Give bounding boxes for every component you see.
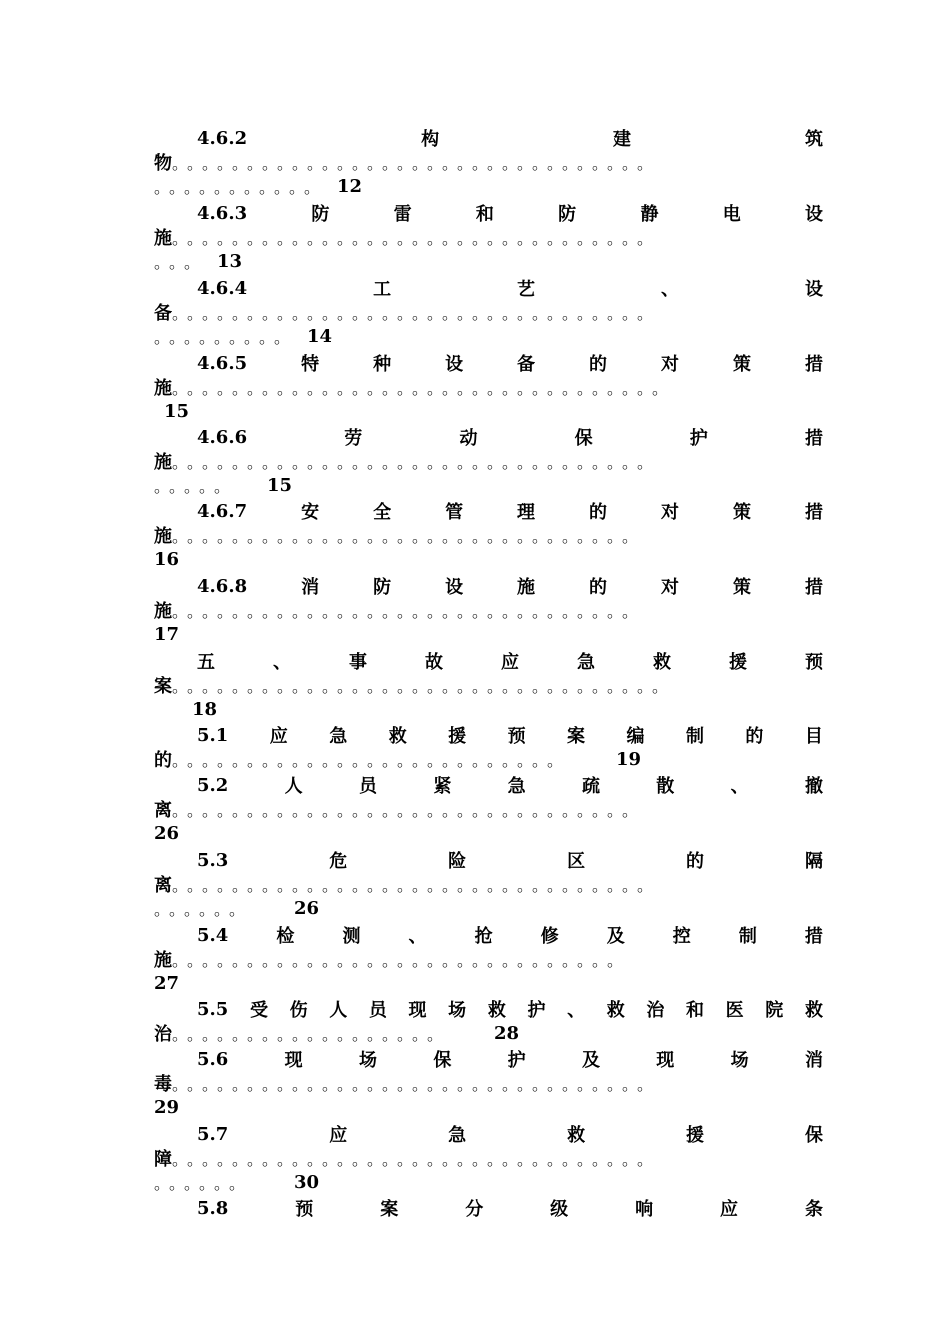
toc-line-heading: 5.8 预 案 分 级 响 应 条 — [197, 1197, 823, 1220]
section-number: 4.6.6 — [197, 426, 248, 448]
dot-leader: 。。。。。。。。。。。。。。。。。。。。。。。。。。。。。。。 — [172, 601, 646, 621]
dot-leader: 。。。。。 — [154, 476, 238, 496]
dot-leader: 。。。。。。。。。。。。。。。。。。。。。。。。。。。。。。。 — [172, 526, 646, 546]
dot-leader: 。。。。。。。。。 — [154, 327, 298, 347]
toc-line-leader: 施 。。。。。。。。。。。。。。。。。。。。。。。。。。。。。。。。。 — [154, 374, 844, 400]
dot-leader: 。。。。。。。。。。。。。。。。。。。。。。。。。。。。。。。。 — [172, 1149, 661, 1169]
toc-line-leader: 备 。。。。。。。。。。。。。。。。。。。。。。。。。。。。。。。。 — [154, 299, 844, 325]
dot-leader: 。。。。。。。。。。。。。。。。。。。。。。。。。。。。。。。。 — [172, 228, 661, 248]
toc-line-heading: 4.6.6 劳 动 保 护 措 — [197, 426, 823, 449]
toc-line-page — [154, 895, 844, 921]
toc-entry[interactable] — [0, 772, 950, 847]
toc-line-page — [154, 323, 844, 349]
dot-leader: 。。。。。。。。。。。。。。。。。。。。。。。。。。。。。。。。。 — [172, 676, 676, 696]
toc-entry[interactable] — [0, 424, 950, 499]
section-number: 5.2 — [197, 774, 229, 796]
section-number: 4.6.4 — [197, 277, 248, 299]
section-number: 5.6 — [197, 1048, 229, 1070]
toc-line-page — [154, 1169, 844, 1195]
toc-line-heading: 5.6 现 场 保 护 及 现 场 消 — [197, 1048, 823, 1071]
toc-entry[interactable] — [0, 648, 950, 723]
dot-leader: 。。。。。。。。。。。。。。。。。。。。。。。。。。。。。。。。。 — [172, 378, 676, 398]
toc-line-leader: 物 。。。。。。。。。。。。。。。。。。。。。。。。。。。。。。。。 — [154, 149, 844, 175]
page-number: 29 — [154, 1096, 180, 1118]
toc-line-page — [154, 398, 844, 424]
toc-line-heading: 4.6.8 消 防 设 施 的 对 策 措 — [197, 575, 823, 598]
dot-leader: 。。。。。。。。。。。。。。。。。。。。。。。。。。。。。。 — [172, 950, 631, 970]
toc-line-leader: 障 。。。。。。。。。。。。。。。。。。。。。。。。。。。。。。。。 — [154, 1145, 844, 1171]
page-number: 15 — [164, 400, 190, 422]
dot-leader: 。。。。。。。。。。。。。。。。。。。。。。。。。。。。。。。 — [172, 800, 646, 820]
section-number: 4.6.5 — [197, 352, 248, 374]
toc-line-heading: 5.2 人 员 紧 急 疏 散 、 撤 — [197, 774, 823, 797]
page-number: 30 — [294, 1171, 320, 1193]
toc-line-heading: 4.6.4 工 艺 、 设 — [197, 277, 823, 300]
page-number: 28 — [494, 1022, 520, 1044]
toc-line-page — [154, 621, 844, 647]
page-number: 18 — [192, 698, 218, 720]
toc-line-heading: 5.5 受 伤 人 员 现 场 救 护 、 救 治 和 医 院 救 — [197, 998, 823, 1021]
toc-line-heading: 5.3 危 险 区 的 隔 — [197, 849, 823, 872]
dot-leader: 。。。。。。。。。。。。。。。。。。。。。。。。。。。。。。。。 — [172, 1074, 661, 1094]
toc-entry[interactable] — [0, 922, 950, 997]
toc-line-heading: 5.4 检 测 、 抢 修 及 控 制 措 — [197, 924, 823, 947]
toc-entry[interactable] — [0, 573, 950, 648]
page-number: 12 — [337, 175, 363, 197]
toc-entry[interactable] — [0, 275, 950, 350]
page-number: 27 — [154, 972, 180, 994]
toc-line-leader: 离 。。。。。。。。。。。。。。。。。。。。。。。。。。。。。。。 — [154, 796, 844, 822]
section-number: 4.6.8 — [197, 575, 248, 597]
toc-line-page — [154, 248, 844, 274]
dot-leader: 。。。。。。。。。。。。。。。。。。。。。。。。。。。。。。。。 — [172, 303, 661, 323]
toc-entry[interactable] — [0, 1121, 950, 1196]
toc-line-leader: 施 。。。。。。。。。。。。。。。。。。。。。。。。。。。。。。。。 — [154, 224, 844, 250]
toc-line-page — [154, 820, 844, 846]
toc-entry[interactable] — [0, 498, 950, 573]
dot-leader: 。。。。。。。。。。。。。。。。。。。。。。。。。。。。。。。。 — [172, 153, 661, 173]
dot-leader: 。。。 — [154, 252, 208, 272]
page-number: 14 — [307, 325, 333, 347]
toc-line-leader: 案 。。。。。。。。。。。。。。。。。。。。。。。。。。。。。。。。。 — [154, 672, 844, 698]
toc-line-leader: 施 。。。。。。。。。。。。。。。。。。。。。。。。。。。。。。。。 — [154, 448, 844, 474]
section-number: 5.5 — [197, 998, 229, 1020]
toc-line-leader: 离 。。。。。。。。。。。。。。。。。。。。。。。。。。。。。。。。 — [154, 871, 844, 897]
toc-entry[interactable] — [0, 1195, 950, 1270]
page-number: 15 — [267, 474, 293, 496]
section-number: 4.6.3 — [197, 202, 248, 224]
toc-line-leader: 治 。。。。。。。。。。。。。。。。。。 28 — [154, 1022, 520, 1045]
dot-leader: 。。。。。。。。。。。。。。。。。。。。。。。。。。 — [172, 750, 571, 770]
toc-line-leader: 的 。。。。。。。。。。。。。。。。。。。。。。。。。。 19 — [154, 748, 642, 771]
toc-line-leader: 毒 。。。。。。。。。。。。。。。。。。。。。。。。。。。。。。。。 — [154, 1070, 844, 1096]
section-number: 5.3 — [197, 849, 229, 871]
toc-line-page — [154, 696, 844, 722]
toc-line-heading: 4.6.2 构 建 筑 — [197, 127, 823, 150]
toc-line-page — [154, 173, 844, 199]
toc-entry[interactable] — [0, 200, 950, 275]
toc-entry[interactable] — [0, 125, 950, 200]
dot-leader: 。。。。。。 — [154, 1173, 253, 1193]
toc-entry[interactable] — [0, 847, 950, 922]
section-number: 5.4 — [197, 924, 229, 946]
toc-line-page — [154, 546, 844, 572]
toc-line-heading: 5.1 应 急 救 援 预 案 编 制 的 目 — [197, 724, 823, 747]
toc-line-page — [154, 472, 844, 498]
page-number: 26 — [294, 897, 320, 919]
toc-line-leader: 施 。。。。。。。。。。。。。。。。。。。。。。。。。。。。。。 — [154, 946, 844, 972]
section-number: 5.8 — [197, 1197, 229, 1219]
toc-line-heading: 4.6.3 防 雷 和 防 静 电 设 — [197, 202, 823, 225]
toc-line-leader: 施 。。。。。。。。。。。。。。。。。。。。。。。。。。。。。。。 — [154, 522, 844, 548]
page-number: 17 — [154, 623, 180, 645]
toc-line-heading: 五 、 事 故 应 急 救 援 预 — [197, 652, 823, 673]
toc-entry[interactable] — [0, 1046, 950, 1121]
toc-line-heading: 4.6.7 安 全 管 理 的 对 策 措 — [197, 500, 823, 523]
dot-leader: 。。。。。。。。。。。。。。。。。。。。。。。。。。。。。。。。 — [172, 452, 661, 472]
section-number: 5.7 — [197, 1123, 229, 1145]
section-number: 5.1 — [197, 724, 229, 746]
page-number: 19 — [616, 748, 642, 770]
dot-leader: 。。。。。。。。。。。。。。。。。。。。。。。。。。。。。。。。 — [172, 875, 661, 895]
toc-line-page — [154, 1094, 844, 1120]
page-number: 13 — [217, 250, 243, 272]
toc-line-page — [154, 970, 844, 996]
toc-line-leader: 施 。。。。。。。。。。。。。。。。。。。。。。。。。。。。。。。 — [154, 597, 844, 623]
page-number: 26 — [154, 822, 180, 844]
dot-leader: 。。。。。。。。。。。 — [154, 177, 328, 197]
section-number: 4.6.2 — [197, 127, 248, 149]
toc-line-heading: 5.7 应 急 救 援 保 — [197, 1123, 823, 1146]
section-number: 4.6.7 — [197, 500, 248, 522]
toc-entry[interactable] — [0, 350, 950, 425]
page-number: 16 — [154, 548, 180, 570]
dot-leader: 。。。。。。。。。。。。。。。。。。 — [172, 1024, 451, 1044]
dot-leader: 。。。。。。 — [154, 899, 253, 919]
toc-line-heading: 4.6.5 特 种 设 备 的 对 策 措 — [197, 352, 823, 375]
